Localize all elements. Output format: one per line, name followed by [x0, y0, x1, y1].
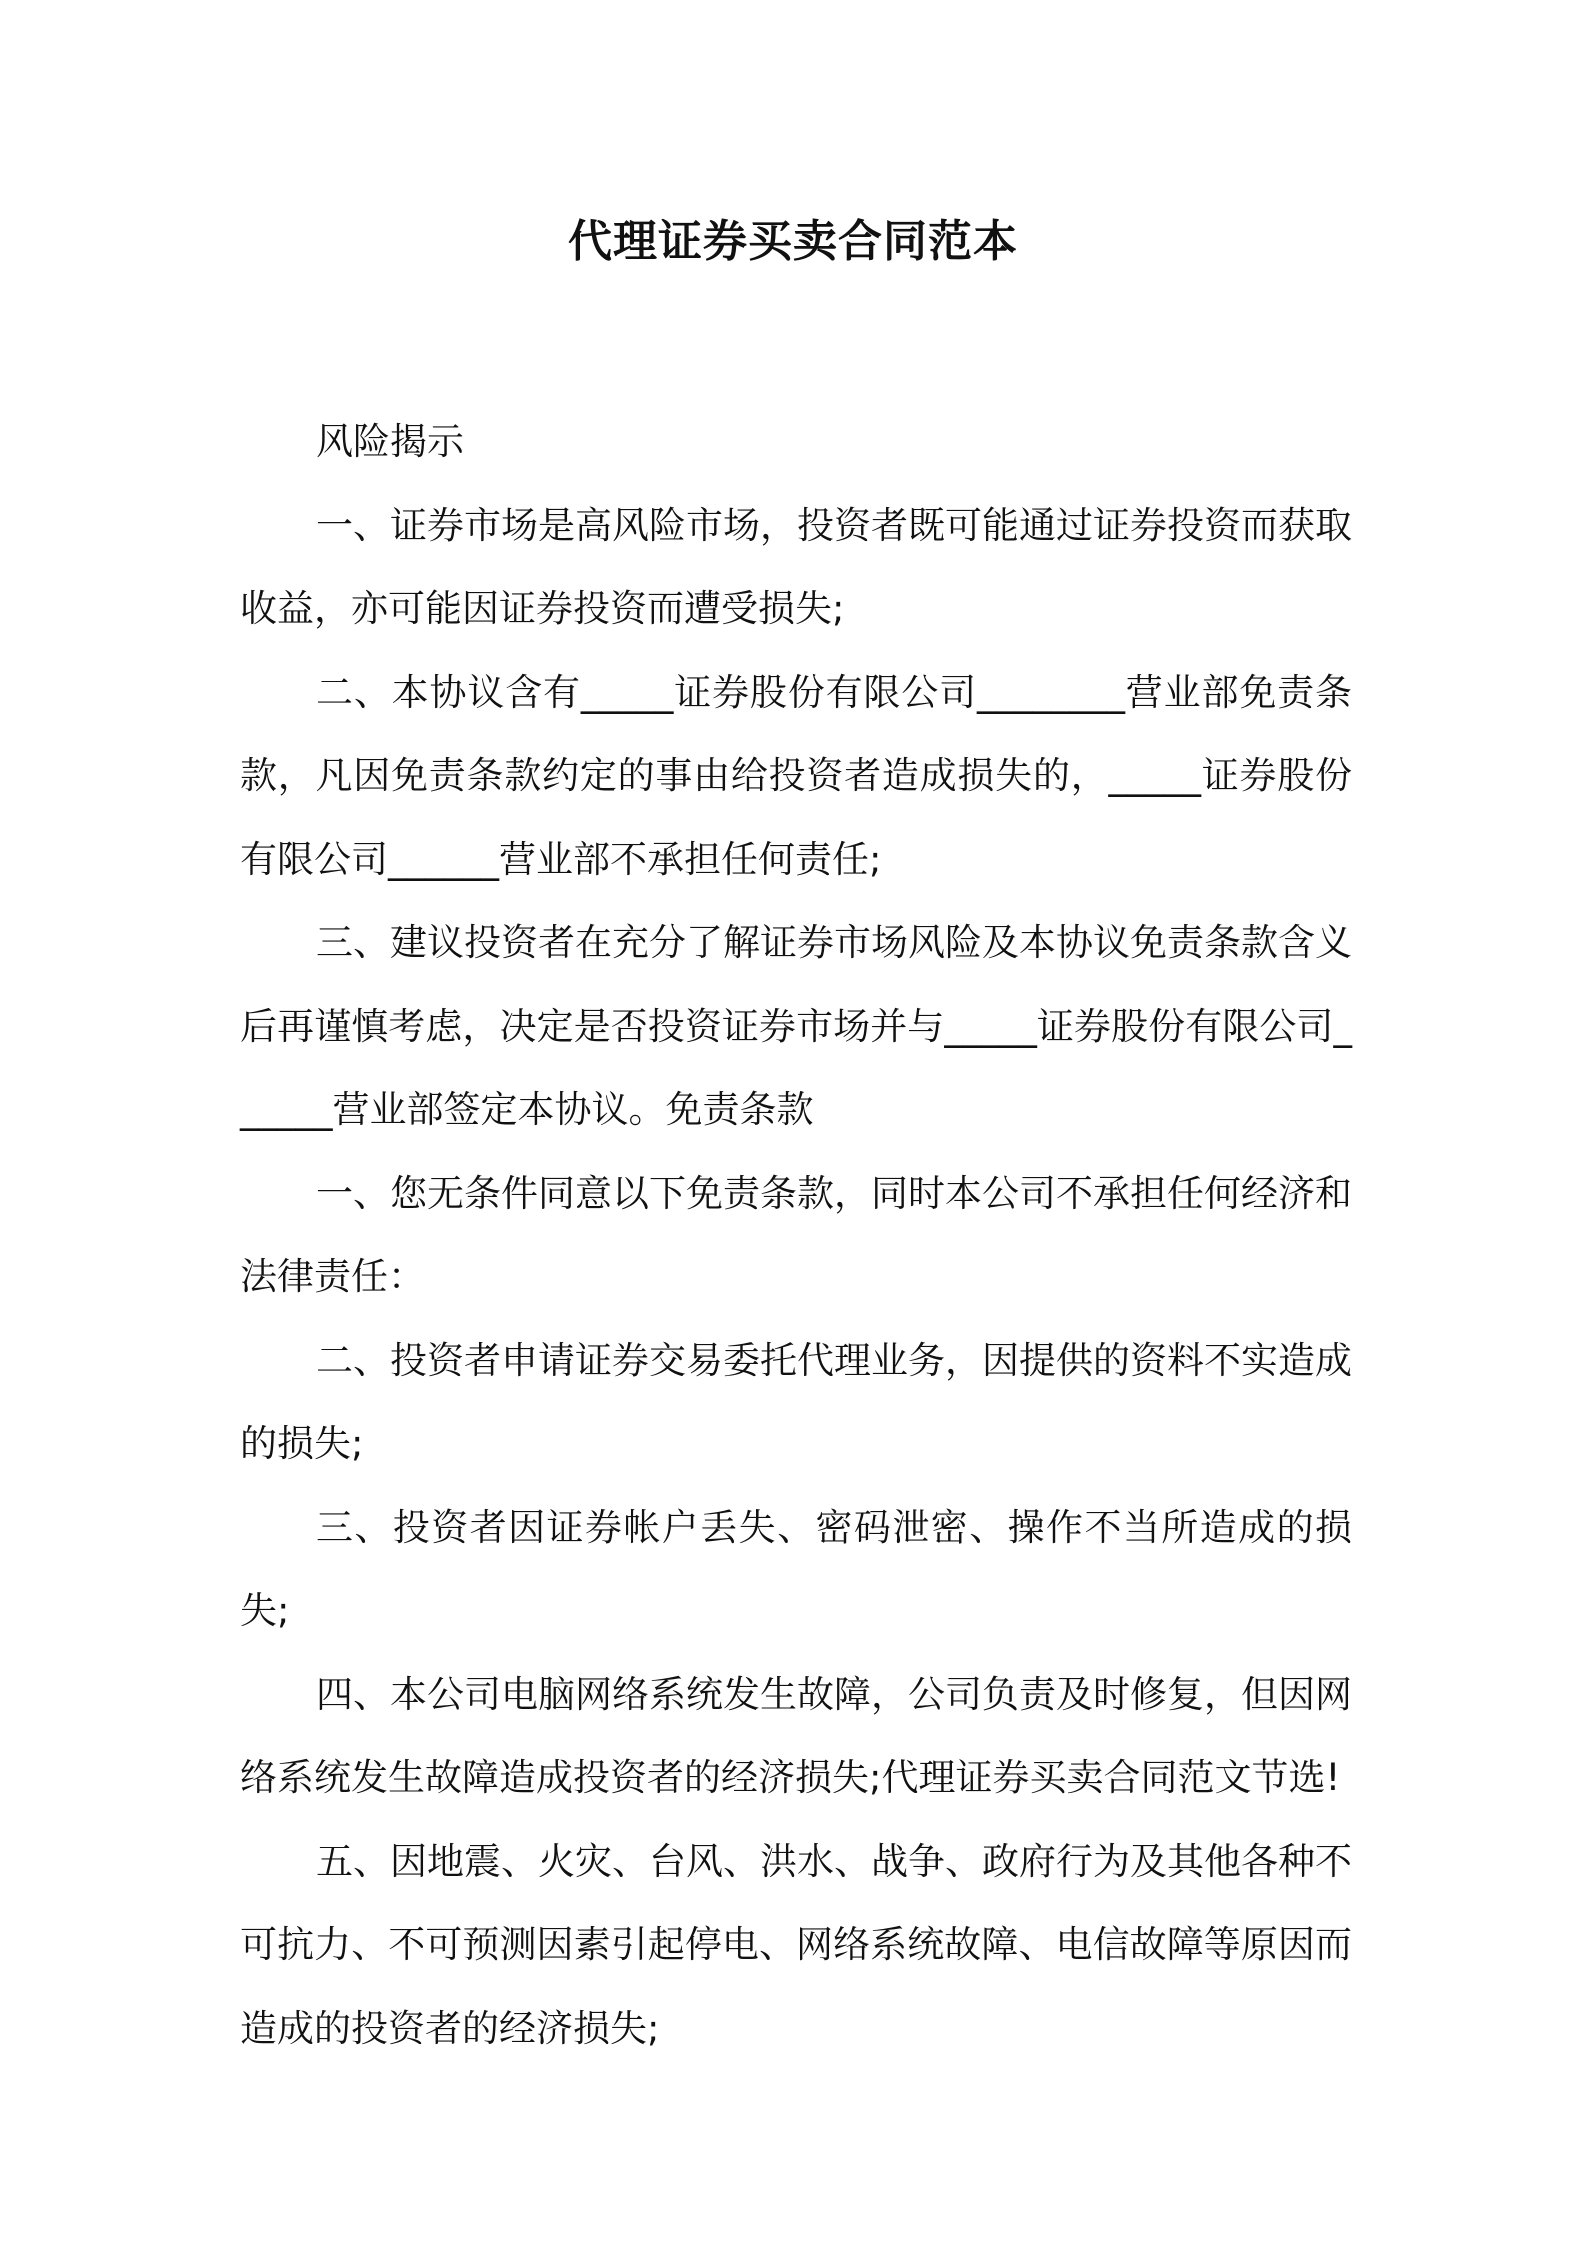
paragraph-risk-heading: 风险揭示	[316, 420, 464, 463]
document-body	[240, 400, 1352, 2070]
document-title: 代理证券买卖合同范本	[568, 216, 1018, 267]
paragraph-risk-1: 一、证券市场是高风险市场，投资者既可能通过证券投资而获取收益，亦可能因证券投资而遭受损失;	[240, 503, 1352, 630]
paragraph-clause-4: 四、本公司电脑网络系统发生故障，公司负责及时修复，但因网络系统发生故障造成投资者的经济损失;代理证券买卖合同范文节选!	[240, 1672, 1352, 1799]
paragraph-clause-2: 二、投资者申请证券交易委托代理业务，因提供的资料不实造成的损失;	[240, 1338, 1352, 1465]
paragraph-risk-3: 三、建议投资者在充分了解证券市场风险及本协议免责条款含义后再谨慎考虑，决定是否投资证券市场并与_____证券股份有限公司______营业部签定本协议。免责条款	[240, 921, 1352, 1131]
paragraph-clause-1: 一、您无条件同意以下免责条款，同时本公司不承担任何经济和法律责任：	[240, 1171, 1352, 1298]
paragraph-risk-2: 二、本协议含有_____证券股份有限公司________营业部免责条款，凡因免责条款约定的事由给投资者造成损失的，_____证券股份有限公司______营业部不承担任何责任;	[240, 670, 1352, 881]
paragraph-clause-3: 三、投资者因证券帐户丢失、密码泄密、操作不当所造成的损失;	[240, 1505, 1352, 1632]
paragraph-clause-5: 五、因地震、火灾、台风、洪水、战争、政府行为及其他各种不可抗力、不可预测因素引起停电、网络系统故障、电信故障等原因而造成的投资者的经济损失;	[240, 1839, 1352, 2050]
